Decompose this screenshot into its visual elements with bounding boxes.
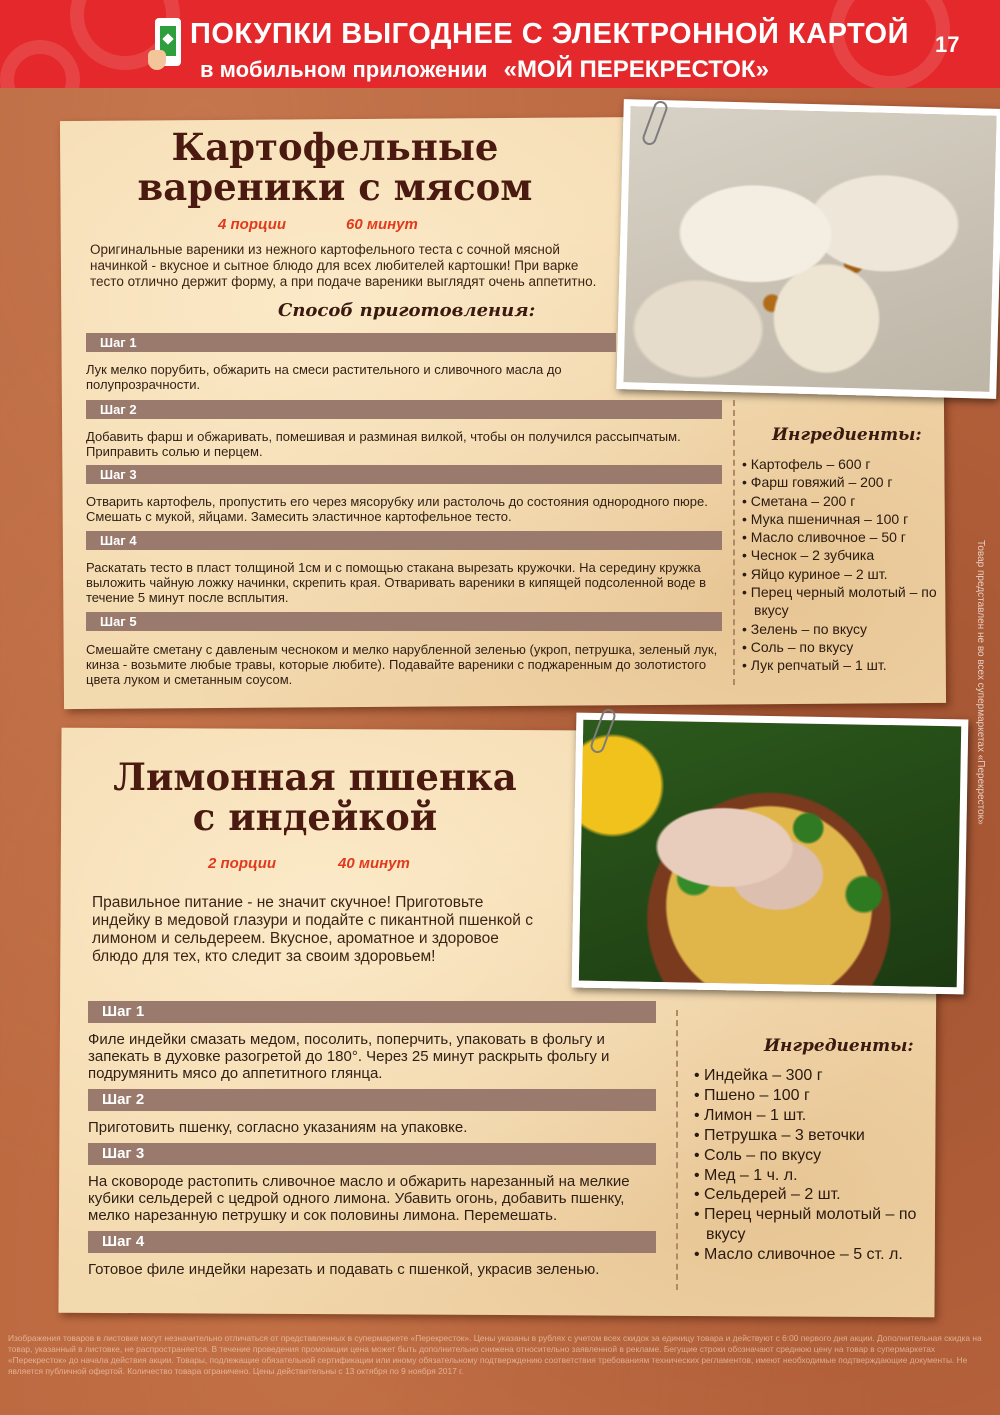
header-banner xyxy=(0,0,1000,88)
step-header: Шаг 3 xyxy=(88,1143,656,1165)
page-number: 17 xyxy=(935,32,960,57)
recipe-photo-turkey xyxy=(572,713,969,995)
ingredients-list xyxy=(742,455,942,675)
ingredient-item: • Масло сливочное – 50 г xyxy=(742,528,942,546)
ingredient-item: • Масло сливочное – 5 ст. л. xyxy=(694,1245,926,1265)
recipe-time: 60 минут xyxy=(346,216,418,233)
step-header: Шаг 1 xyxy=(88,1001,656,1023)
step-text: На сковороде растопить сливочное масло и обжарить нарезанный на мелкие кубики сельдерей с цедрой одного лимона. Убавить огонь, добавить пшенку, мелко нарезанную петрушку и сок половины лимона. Перемешать. xyxy=(88,1173,630,1224)
ingredient-item: • Лимон – 1 шт. xyxy=(694,1106,926,1126)
recipe-time: 40 минут xyxy=(338,855,410,872)
ingredient-item: • Индейка – 300 г xyxy=(694,1066,926,1086)
step-header: Шаг 2 xyxy=(88,1089,656,1111)
header-title: ПОКУПКИ ВЫГОДНЕЕ С ЭЛЕКТРОННОЙ КАРТОЙ xyxy=(190,18,909,50)
legal-footer: Изображения товаров в листовке могут незначительно отличаться от представленных в супермаркете «Перекресток». Цены указаны в рублях с учетом всех скидок за единицу товара и действуют с 6:00 первого дня акции. Дополнительная скидка на товар, указанный в листовке, не распространяется. В течение проведения промоакции цена может быть дополнительно снижена относительно заявленной в рекламе. Бегущие строки обозначают среднюю цену на товар в супермаркетах «Перекресток» до начала действия акции. Товары, подлежащие обязательной сертификации или иному обязательному подтверждению соответствия требованиям технических регламентов, имеют необходимые подтверждающие документы. Не является публичной офертой. Количество товара ограничено. Цены действительны с 13 октября по 9 ноября 2017 г. xyxy=(8,1333,982,1376)
recipe-portions: 2 порции xyxy=(208,855,277,872)
step-header: Шаг 5 xyxy=(86,612,722,631)
step-header: Шаг 2 xyxy=(86,400,722,419)
ingredient-item: • Зелень – по вкусу xyxy=(742,620,942,638)
step-text: Приготовить пшенку, согласно указаниям на упаковке. xyxy=(88,1119,468,1136)
ingredients-title: Ингредиенты: xyxy=(772,425,922,445)
ingredient-item: • Мед – 1 ч. л. xyxy=(694,1166,926,1186)
ingredient-item: • Яйцо куриное – 2 шт. xyxy=(742,565,942,583)
ingredient-item: • Сельдерей – 2 шт. xyxy=(694,1185,926,1205)
side-note: Товар представлен не во всех супермаркетах «Перекресток» xyxy=(975,540,986,825)
ingredient-item: • Соль – по вкусу xyxy=(694,1146,926,1166)
ingredient-item: • Мука пшеничная – 100 г xyxy=(742,510,942,528)
hand-icon xyxy=(148,50,166,70)
ingredients-title: Ингредиенты: xyxy=(764,1036,914,1056)
ingredients-list xyxy=(694,1066,926,1265)
column-divider xyxy=(676,1010,678,1290)
ingredient-item: • Петрушка – 3 веточки xyxy=(694,1126,926,1146)
method-title: Способ приготовления: xyxy=(278,300,536,321)
header-subtitle xyxy=(200,56,769,84)
step-header: Шаг 1 xyxy=(86,333,616,352)
step-text: Смешайте сметану с давленым чесноком и мелко нарубленной зеленью (укроп, петрушка, зеленый лук, кинза - возьмите любые травы, которые любите). Подавайте вареники с поджаренным до золотистого цвета луком и сметанным соусом. xyxy=(86,642,718,687)
recipe-intro: Правильное питание - не значит скучное! Приготовьте индейку в медовой глазури и подайте с пикантной пшенкой с лимоном и сельдереем. Вкусное, ароматное и здоровое блюдо для тех, кто следит за своим здоровьем! xyxy=(92,894,534,965)
ingredient-item: • Пшено – 100 г xyxy=(694,1086,926,1106)
header-ornament xyxy=(0,40,80,88)
step-header: Шаг 3 xyxy=(86,465,722,484)
ingredient-item: • Картофель – 600 г xyxy=(742,455,942,473)
step-text: Лук мелко порубить, обжарить на смеси растительного и сливочного масла до полупрозрачности. xyxy=(86,362,562,392)
step-text: Филе индейки смазать медом, посолить, поперчить, упаковать в фольгу и запекать в духовке разогретой до 180°. Через 25 минут раскрыть фольгу и подрумянить мясо до аппетитного глянца. xyxy=(88,1031,610,1082)
header-app-name: «МОЙ ПЕРЕКРЕСТОК» xyxy=(503,56,769,83)
step-header: Шаг 4 xyxy=(86,531,722,550)
ingredient-item: • Чеснок – 2 зубчика xyxy=(742,546,942,564)
ingredient-item: • Сметана – 200 г xyxy=(742,492,942,510)
step-text: Добавить фарш и обжаривать, помешивая и разминая вилкой, чтобы он получился рассыпчатым. Приправить солью и перцем. xyxy=(86,429,681,459)
step-text: Раскатать тесто в пласт толщиной 1см и с помощью стакана вырезать кружочки. На середину кружка выложить чайную ложку начинки, скрепить края. Отваривать вареники в кипящей подсоленной воде в течение 5 минут после всплытия. xyxy=(86,560,707,605)
recipe-title: Лимонная пшенка с индейкой xyxy=(113,755,517,839)
recipe-photo-dumplings xyxy=(616,99,1000,399)
ingredient-item: • Лук репчатый – 1 шт. xyxy=(742,656,942,674)
ingredient-item: • Перец черный молотый – по вкусу xyxy=(694,1205,926,1245)
recipe-title: Картофельные вареники с мясом xyxy=(137,125,533,209)
step-header: Шаг 4 xyxy=(88,1231,656,1253)
step-text: Отварить картофель, пропустить его через мясорубку или растолочь до состояния однородного пюре. Смешать с мукой, яйцами. Замесить эластичное картофельное тесто. xyxy=(86,494,708,524)
header-subtitle-prefix: в мобильном приложении xyxy=(200,57,488,82)
recipe-intro: Оригинальные вареники из нежного картофельного теста с сочной мясной начинкой - вкусное и сытное блюдо для всех любителей картошки! При варке тесто отлично держит форму, а при подаче вареники выглядят очень аппетитно. xyxy=(90,242,597,289)
recipe-portions: 4 порции xyxy=(218,216,287,233)
column-divider xyxy=(733,400,735,685)
step-text: Готовое филе индейки нарезать и подавать с пшенкой, украсив зеленью. xyxy=(88,1261,600,1278)
ingredient-item: • Перец черный молотый – по вкусу xyxy=(742,583,942,620)
ingredient-item: • Соль – по вкусу xyxy=(742,638,942,656)
ingredient-item: • Фарш говяжий – 200 г xyxy=(742,473,942,491)
